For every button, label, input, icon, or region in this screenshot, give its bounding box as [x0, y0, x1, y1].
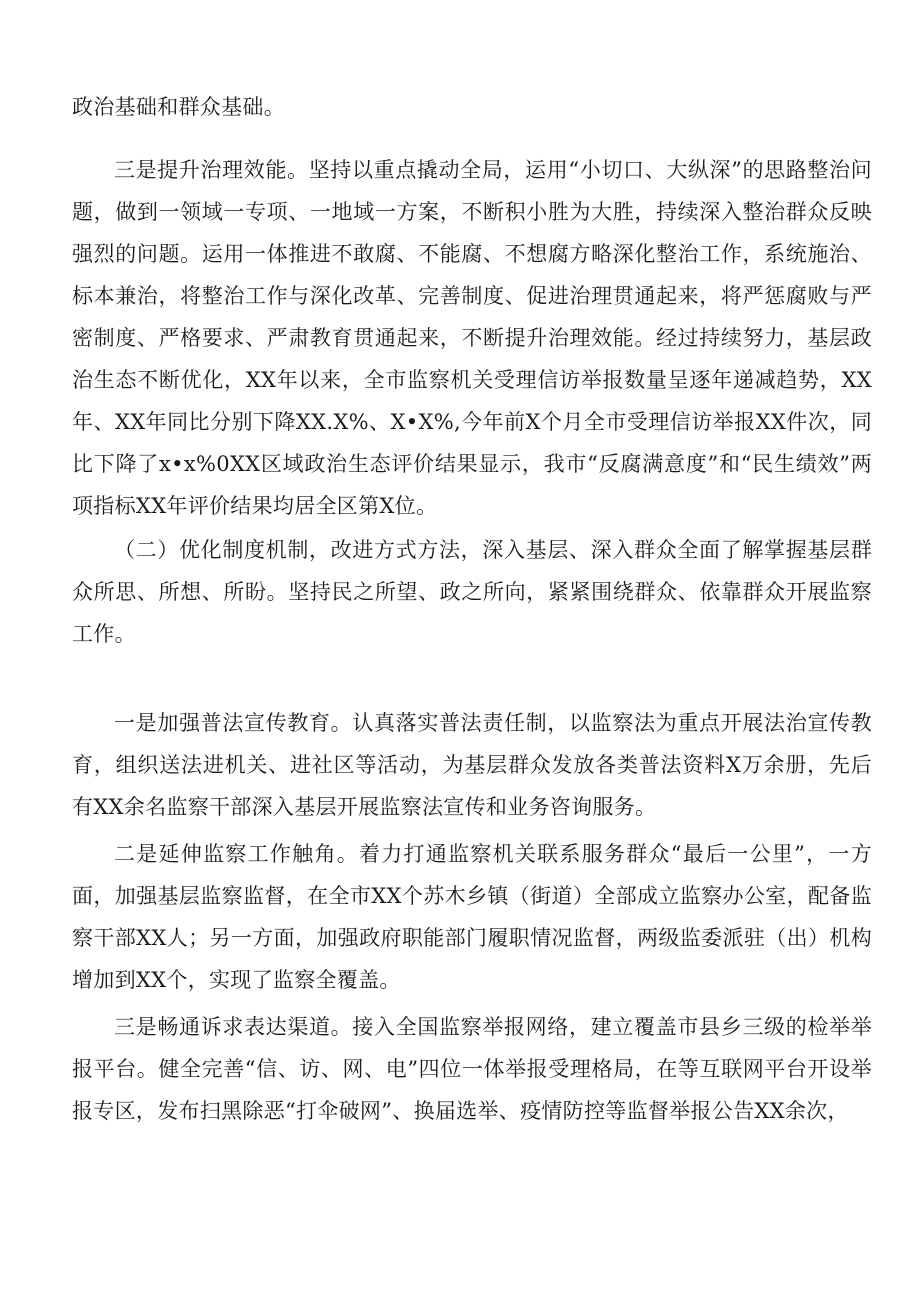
paragraph-report-channels: 三是畅通诉求表达渠道。接入全国监察举报网络，建立覆盖市县乡三级的检举举报平台。健全完善“信、访、网、电”四位一体举报受理格局，在等互联网平台开设举报专区，发布扫黑除恶“打伞破网”、换届选举、疫情防控等监督举报公告XX余次，: [72, 1015, 872, 1123]
paragraph-governance-efficiency: 三是提升治理效能。坚持以重点撬动全局，运用“小切口、大纵深”的思路整治问题，做到一领域一专项、一地域一方案，不断积小胜为大胜，持续深入整治群众反映强烈的问题。运用一体推进不敢腐、不能腐、不想腐方略深化整治工作，系统施治、标本兼治，将整治工作与深化改革、完善制度、促进治理贯通起来，将严惩腐败与严密制度、严格要求、严肃教育贯通起来，不断提升治理效能。经过持续努力，基层政治生态不断优化，XX年以来，全市监察机关受理信访举报数量呈逐年递减趋势，XX年、XX年同比分别下降XX.X%、X•X%,今年前X个月全市受理信访举报XX件次，同比下降了x•x%0XX区域政治生态评价结果显示，我市“反腐满意度”和“民生绩效”两项指标XX年评价结果均居全区第X位。: [72, 158, 872, 518]
paragraph-extend-supervision: 二是延伸监察工作触角。着力打通监察机关联系服务群众“最后一公里”，一方面，加强基层监察监督，在全市XX个苏木乡镇（街道）全部成立监察办公室，配备监察干部XX人；另一方面，加强政府职能部门履职情况监督，两级监委派驻（出）机构增加到XX个，实现了监察全覆盖。: [72, 842, 872, 992]
paragraph-section-two-heading: （二）优化制度机制，改进方式方法，深入基层、深入群众全面了解掌握基层群众所思、所想、所盼。坚持民之所望、政之所向，紧紧围绕群众、依靠群众开展监察工作。: [72, 538, 872, 646]
paragraph-law-education: 一是加强普法宣传教育。认真落实普法责任制，以监察法为重点开展法治宣传教育，组织送法进机关、进社区等活动，为基层群众发放各类普法资料X万余册，先后有XX余名监察干部深入基层开展监察法宣传和业务咨询服务。: [72, 711, 872, 819]
paragraph-continuation: 政治基础和群众基础。: [72, 95, 285, 119]
